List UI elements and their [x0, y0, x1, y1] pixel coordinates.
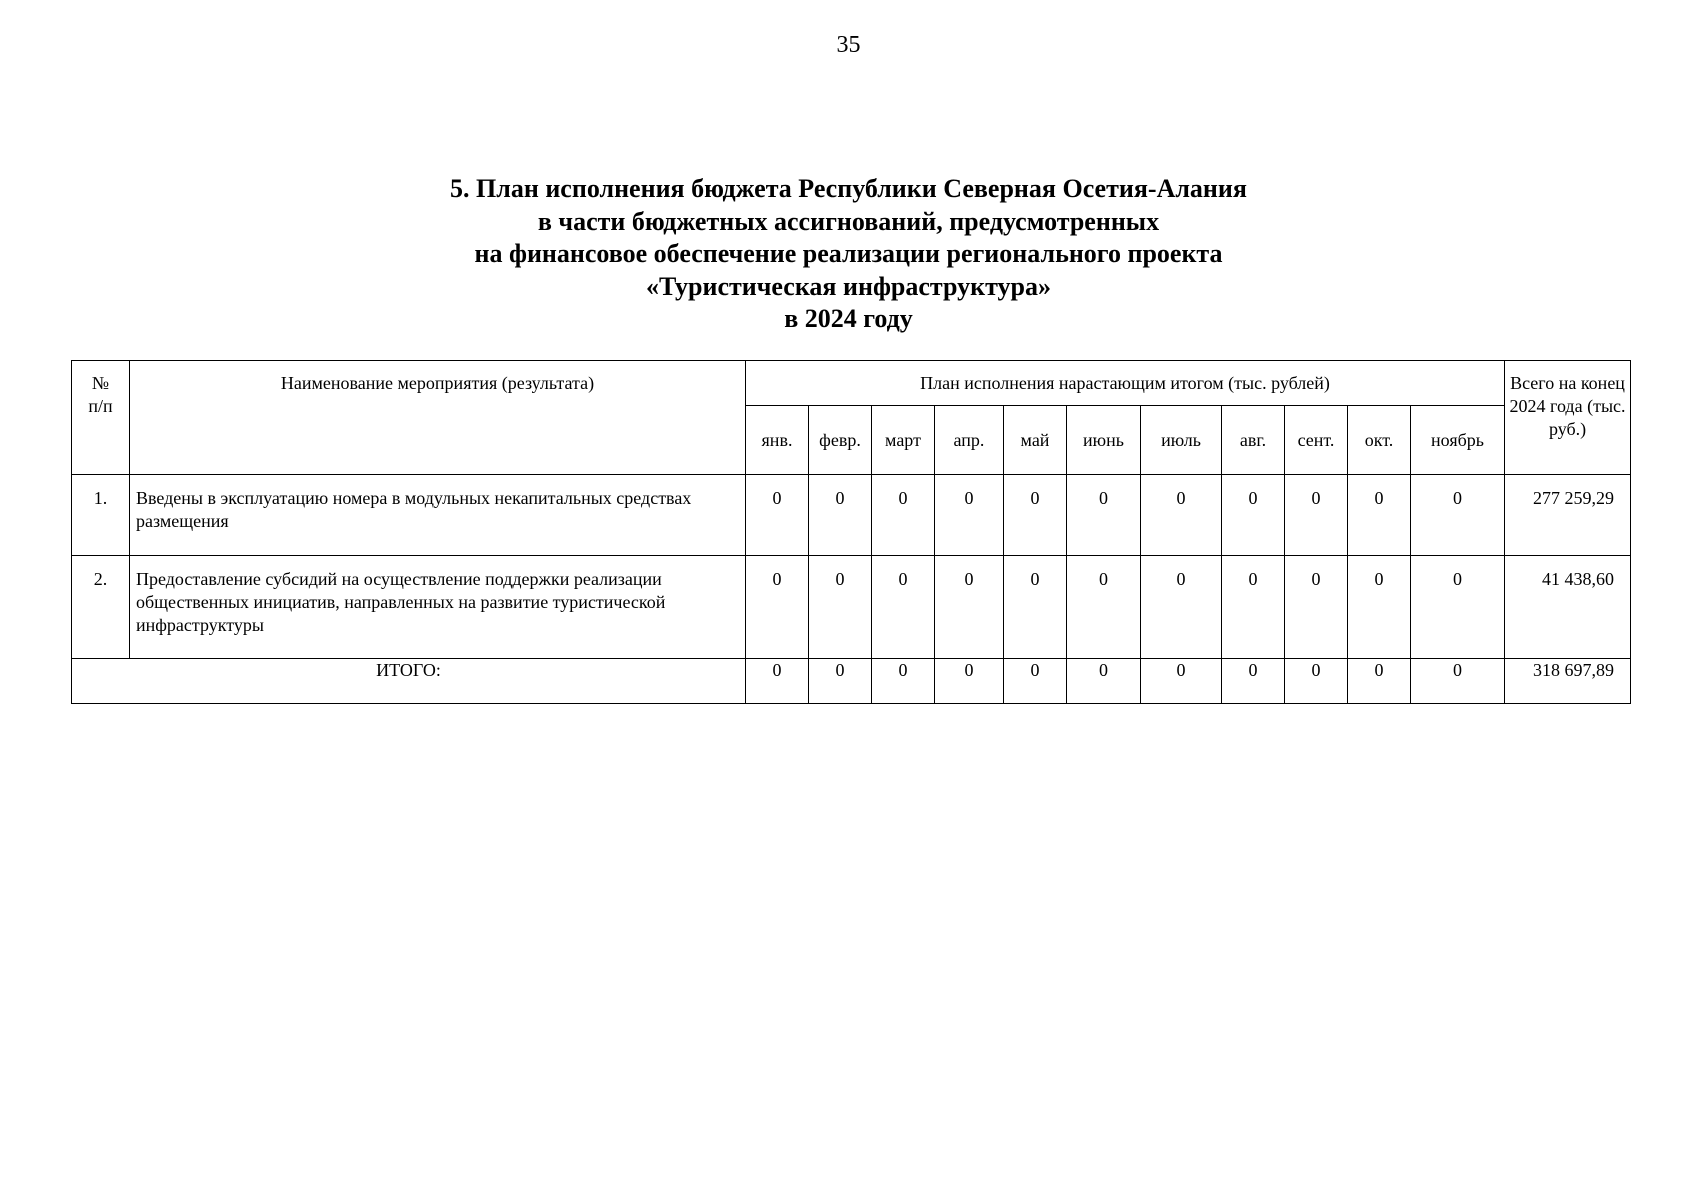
title-line: на финансовое обеспечение реализации регионального проекта — [474, 239, 1223, 268]
total-value-oct: 0 — [1348, 659, 1411, 704]
header-month-may: май — [1004, 406, 1067, 475]
row-value-may: 0 — [1004, 475, 1067, 556]
total-value-sep: 0 — [1285, 659, 1348, 704]
row-value-may: 0 — [1004, 556, 1067, 659]
row-value-oct: 0 — [1348, 475, 1411, 556]
row-value-aug: 0 — [1222, 556, 1285, 659]
row-num: 1. — [72, 475, 130, 556]
row-value-sep: 0 — [1285, 556, 1348, 659]
row-value-nov: 0 — [1411, 475, 1505, 556]
total-value-jan: 0 — [746, 659, 809, 704]
header-month-jul: июль — [1141, 406, 1222, 475]
row-value-jul: 0 — [1141, 556, 1222, 659]
header-month-sep: сент. — [1285, 406, 1348, 475]
row-value-apr: 0 — [935, 556, 1004, 659]
header-month-oct: окт. — [1348, 406, 1411, 475]
total-value-jun: 0 — [1067, 659, 1141, 704]
row-value-mar: 0 — [872, 475, 935, 556]
header-name: Наименование мероприятия (результата) — [130, 361, 746, 475]
title-line: 5. План исполнения бюджета Республики Северная Осетия-Алания — [450, 174, 1247, 203]
row-value-jun: 0 — [1067, 475, 1141, 556]
total-value-feb: 0 — [809, 659, 872, 704]
title-line: в 2024 году — [784, 304, 913, 333]
total-value-aug: 0 — [1222, 659, 1285, 704]
row-value-sep: 0 — [1285, 475, 1348, 556]
row-total: 277 259,29 — [1505, 475, 1631, 556]
row-value-aug: 0 — [1222, 475, 1285, 556]
header-month-mar: март — [872, 406, 935, 475]
header-total: Всего на конец 2024 года (тыс. руб.) — [1505, 361, 1631, 475]
row-name: Введены в эксплуатацию номера в модульных некапитальных средствах размещения — [130, 475, 746, 556]
title-line: в части бюджетных ассигнований, предусмотренных — [537, 206, 1160, 236]
header-month-nov: ноябрь — [1411, 406, 1505, 475]
total-value-mar: 0 — [872, 659, 935, 704]
header-month-feb: февр. — [809, 406, 872, 475]
row-value-jan: 0 — [746, 556, 809, 659]
total-label: ИТОГО: — [72, 659, 746, 704]
row-value-feb: 0 — [809, 556, 872, 659]
header-month-jan: янв. — [746, 406, 809, 475]
table-row — [72, 475, 1631, 556]
row-value-feb: 0 — [809, 475, 872, 556]
row-value-nov: 0 — [1411, 556, 1505, 659]
header-num-label: № п/п — [88, 373, 113, 416]
header-month-aug: авг. — [1222, 406, 1285, 475]
row-value-jul: 0 — [1141, 475, 1222, 556]
table-row — [72, 556, 1631, 659]
total-sum: 318 697,89 — [1505, 659, 1631, 704]
header-plan: План исполнения нарастающим итогом (тыс. рублей) — [746, 361, 1505, 406]
budget-plan-table — [71, 360, 1631, 704]
row-value-mar: 0 — [872, 556, 935, 659]
total-value-jul: 0 — [1141, 659, 1222, 704]
page-number: 35 — [836, 32, 861, 58]
row-value-jan: 0 — [746, 475, 809, 556]
total-row — [72, 659, 1631, 704]
total-value-apr: 0 — [935, 659, 1004, 704]
document-title — [0, 173, 1697, 336]
row-total: 41 438,60 — [1505, 556, 1631, 659]
row-num: 2. — [72, 556, 130, 659]
header-month-apr: апр. — [935, 406, 1004, 475]
row-value-jun: 0 — [1067, 556, 1141, 659]
row-value-apr: 0 — [935, 475, 1004, 556]
title-line: «Туристическая инфраструктура» — [645, 271, 1052, 301]
header-num — [72, 361, 130, 475]
total-value-may: 0 — [1004, 659, 1067, 704]
header-month-jun: июнь — [1067, 406, 1141, 475]
row-name: Предоставление субсидий на осуществление поддержки реализации общественных инициатив, направленных на развитие туристической инфраструктуры — [130, 556, 746, 659]
row-value-oct: 0 — [1348, 556, 1411, 659]
total-value-nov: 0 — [1411, 659, 1505, 704]
